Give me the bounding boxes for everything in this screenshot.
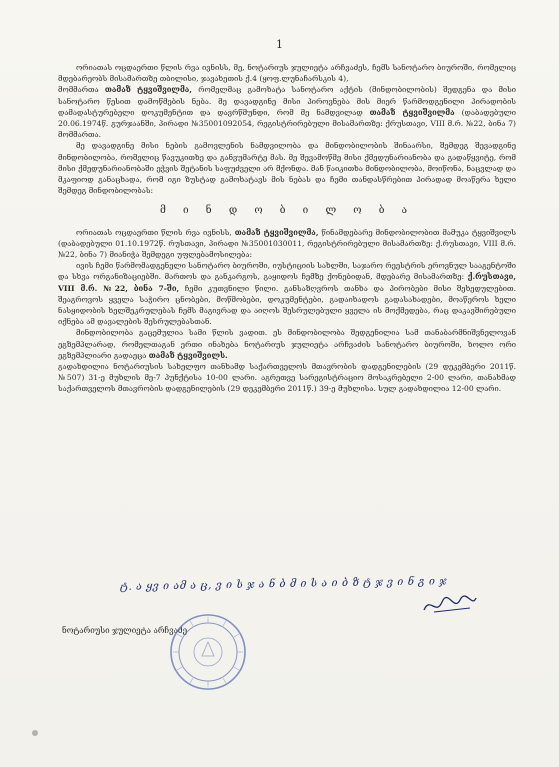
verification-paragraph: მე დავადგინე მისი ნების გამოვლენის ნამდვილობა და მინდობილობის შინაარსი, შემდეგ შევადგინე მინდობილობა, რომელიც წავუკითხე და განვუმარტე მას. მე შევამოწმე მისი ქმედუნარიანობა და გადაწყვიტე, რომ მისი ქმედუნარიანობაში ეჭვის შეტანის საფუძველი არ მქონდა. მან წაიკითხა მინდობილობა, მოიწონა, ნაცვლად და მკაფიოდ განაცხადა, რომ იგი ზუსტად გამოხატავს მის ნებას და ჩემი თანდასწრებით პირადად მოაწერა ხელი შემდეგ მინდობილობას: (58, 141, 516, 196)
ink-blot (30, 728, 40, 738)
notary-seal (168, 612, 248, 692)
principal-name-2: თამაზ ტყვიშვილმა (369, 107, 455, 117)
document-body (58, 62, 516, 395)
appearance-paragraph: მომმართა თამაზ ტყვიშვილმა, რომელმაც გამოხატა სანოტარო აქტის (მინდობილობის) შედგენა და მისი სანოტარო წესით დამოწმების ნება. მე დავადგინე მისი პიროვნება მის მიერ წარმოდგენილი პირადობის დამადასტურებელი დოკუმენტით და დავრწმუნდი, რომ მე ნამდვილად თამაზ ტყვიშვილმა (დაბადებული 20.06.1974წ. გურჯაანში, პირადი №35001092054, რეგისტრირებული მისამართზე: ქრუსთავი, VIII მ.რ. №22, ბინა 7) მომმართა. (58, 85, 517, 140)
validity-paragraph: მინდობილობა გაცემულია სამი წლის ვადით. ეს მინდობილობა შედგენილია სამ თანაბარმნიშვნელოვან ეგზემპლარად, რომელთაგან ერთი ინახება ნოტარიუს ჯულიეტა არჩვაძის სანოტარო ბიუროში, ხოლო ორი ეგზემპლიარი გადაეცა თამაზ ტყვიშვილს. (58, 328, 516, 360)
grant-paragraph: ორიათას ოცდაერთი წლის რვა ივნისს, თამაზ ტყვიშვილმა, წინამდებარე მინდობილობით მამუკა ტყვიშვილს (დაბადებული 01.10.1972წ. რუსთავი, პირადი №35001030011, რეგისტრირებული მისამართზე: ქ.რუსთავი, VIII მ.რ. №22, ბინა 7) მიანიჭა შემდეგი უფლებამოსილება: (58, 227, 516, 260)
notary-label: ნოტარიუსი ჯულიეტა არჩვაძე (62, 626, 188, 635)
principal-name: თამაზ ტყვიშვილმა, (104, 85, 192, 95)
property-address: ქ.რუსთავი, VIII მ.რ. №22, ბინა 7-ში, (58, 272, 516, 293)
principal-name-4: თამაზ ტყვიშვილს. (148, 350, 228, 360)
page-number: 1 (276, 38, 283, 51)
fees-paragraph: გადახდილია ნოტარიუსის სახელფო თანხამდ საქართველოს მთავრობის დადგენილების (29 დეკემბერი 2011წ. №507) 31-ე მუხლის მე-7 პუნქტისა 10-00 ლარი. აგრეთვე სარეგისტრაციო მოსაკრებელი 2-00 ლარი, თანახმად საქართველოს მთავრობის დადგენილების (29 დეკემბერი 2011წ.) 39-ე მუხლისა. სულ გადახდილია 12-00 ლარი. (58, 362, 516, 394)
principal-name-3: თამაზ ტყვიშვილმა, (234, 227, 319, 237)
signature-mark (420, 590, 480, 620)
document-heading: მ ი ნ დ ო ბ ი ლ ო ბ ა (159, 205, 415, 217)
intro-paragraph: ორიათას ოცდაერთი წლის რვა ივნისს, მე, ნოტარიუს ჯულიეტა არჩვაძეს, ჩემს სანოტარო ბიუროში, რომელიც მდებარეობს მისამართზე თბილისი, ჯავახეთის ქ.4 (ყოფ.ლუნაჩარსკის 4), (58, 63, 516, 84)
powers-paragraph: ივის ჩემი წარმომადგენელი სანოტარო ბიუროში, იუსტიციის სახლში, საჯარო რეესტრის ეროვნულ სააგენტოში და სხვა ორგანიზაციებში. მართოს და განკარგოს, გაყიდოს ჩემზე ქონებიდან, მდებარე მისამართზე: ქ.რუსთავი, VIII მ.რ. №22, ბინა 7-ში, ჩემი კუთვნილი წილი. განსაზღვროს თანხა და პირობები მისი შეხედულებით. შეაგროვოს ყველა საჭირო ცნობები, მოწმობები, დოკუმენტები, გადაიხადოს გადასახადები, მოაწეროს ხელი ნასყიდობის ხელშეკრულებას ჩემს მაგივრად და აიღოს შესრულებული ყველა ის მოქმედება, რაც დაკავშირებული იქნება ამ დავალების შესრულებასთან. (58, 261, 516, 327)
handwritten-note: ტ. ა ყვ ი ამ ა ც, ვ ი ს ჯ ა ნ ბ მ ი ს ა ი ბ ზ ტ ჯ ვ ი ნ გ ი ჯ (119, 575, 448, 593)
